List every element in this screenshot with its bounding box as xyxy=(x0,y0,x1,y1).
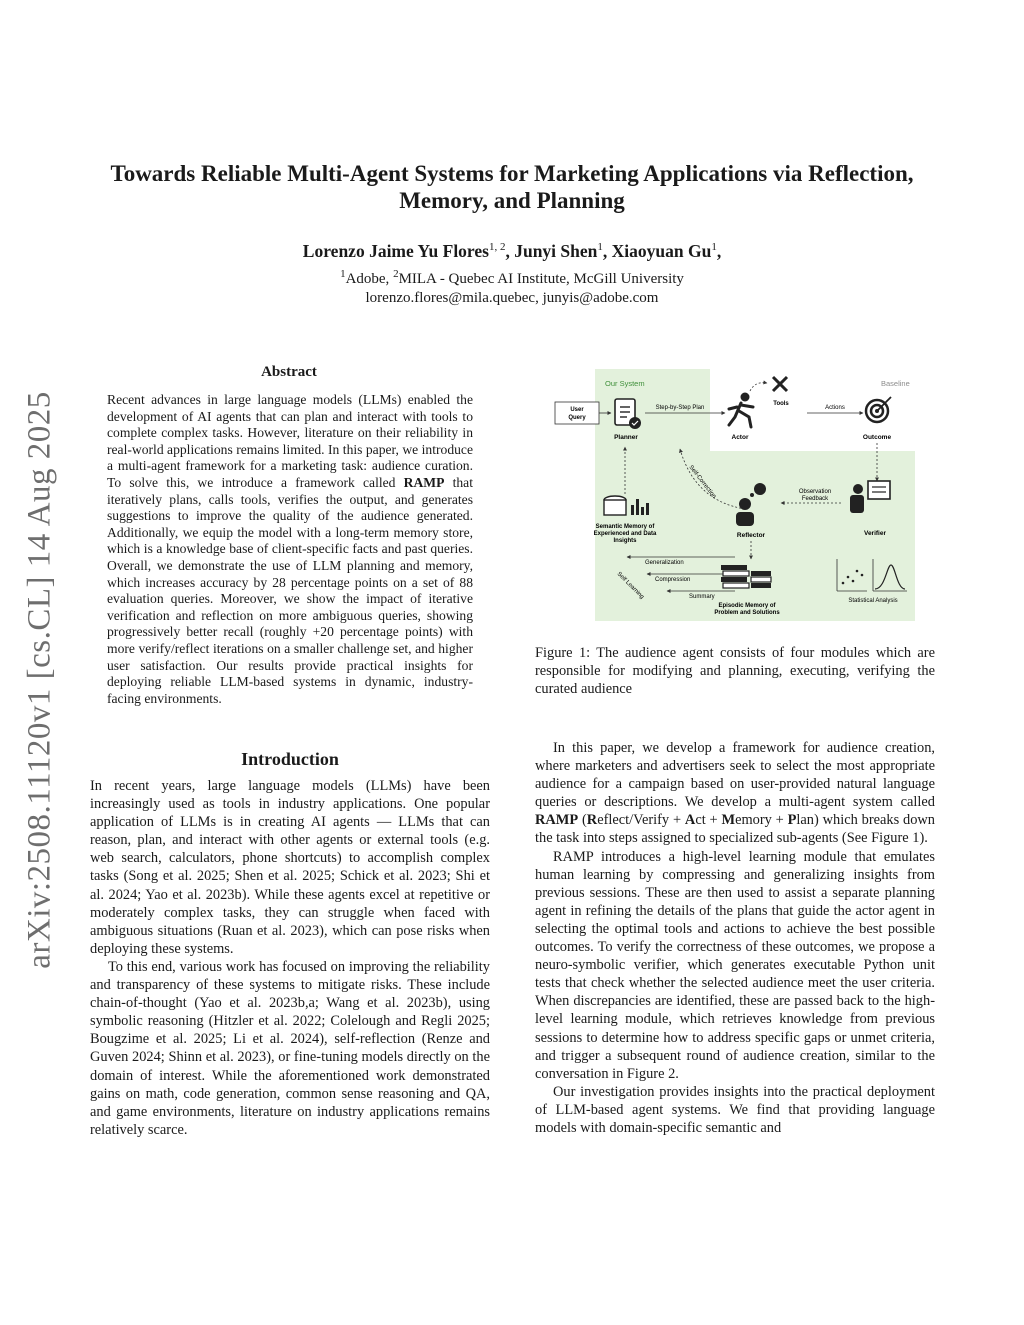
right-p1-text-b: ( xyxy=(578,812,587,829)
tools-arrow xyxy=(750,383,767,391)
abstract-heading: Abstract xyxy=(261,364,317,380)
user-query-line-2: Query xyxy=(568,415,586,421)
author-2-affil: 1 xyxy=(597,241,603,253)
statistical-analysis-label: Statistical Analysis xyxy=(848,598,898,604)
tools-icon xyxy=(773,377,787,391)
feedback-label-2: Feedback xyxy=(801,496,829,502)
title-line-2: Memory, and Planning xyxy=(399,188,625,213)
left-column-body xyxy=(90,777,490,1139)
semantic-memory-line-2: Experienced and Data xyxy=(593,531,657,537)
affiliations xyxy=(80,265,944,308)
abstract-body xyxy=(107,392,473,707)
right-column-body xyxy=(535,739,935,1137)
acronym-p: P xyxy=(787,812,797,829)
tools-label: Tools xyxy=(773,401,789,407)
self-correction-label: Self-Correction xyxy=(687,464,717,500)
author-1-affil: 1, 2 xyxy=(488,241,506,253)
our-system-label: Our System xyxy=(605,379,645,388)
plan-arrow-label: Step-by-Step Plan xyxy=(655,405,705,411)
affil-org-1: Adobe, xyxy=(345,271,394,287)
actions-label: Actions xyxy=(825,405,845,411)
affil-org-2: MILA - Quebec AI Institute, McGill University xyxy=(398,271,684,287)
author-2: Junyi Shen xyxy=(514,240,598,261)
intro-paragraph-1: In recent years, large language models (LLMs) have been increasingly used as tools in industry applications. One popular application of LLMs is in creating AI agents — LLMs that can reason, plan, and interact with other agents or external tools (e.g. web search, calculators, phone shortcuts) to accomplish complex tasks (Song et al. 2025; Shen et al. 2025; Schick et al. 2023; Shi et al. 2024; Yao et al. 2023b). While these agents excel at repetitive or moderately complex tasks, they can struggle when faced with ambiguous situations (Ruan et al. 2023), which can pose risks when deploying these systems. xyxy=(90,778,490,957)
actor-label: Actor xyxy=(731,434,749,441)
title-line-1: Towards Reliable Multi-Agent Systems for Marketing Applications via Reflection, xyxy=(110,161,914,186)
arxiv-identifier-text: arXiv:2508.11120v1 [cs.CL] 14 Aug 2025 xyxy=(21,391,58,969)
paper-title xyxy=(80,160,944,214)
episodic-memory-line-2: Problem and Solutions xyxy=(714,610,780,616)
generalization-label: Generalization xyxy=(645,560,684,566)
author-3-affil: 1 xyxy=(711,241,717,253)
abstract-text-2: that iteratively plans, calls tools, verifies the output, and generates suggestions to improve the quality of the audience generated. Additionally, we equip the model with a long-term memory store, which is a knowledge base of client-specific facts and past queries. Overall, we demonstrate the use of LLM planning and memory, which increases accuracy by 28 percentage points on a set of 88 evaluation queries. Moreover, we show the impact of iterative verification and reflection on more ambiguous queries, showing progressively better recall (roughly +20 percentage points) with more verify/reflect iterations on a smaller challenge set, and higher user satisfaction. Our results provide practical insights for deploying reliable LLM-based systems in dynamic, industry-facing environments. xyxy=(107,474,473,706)
acronym-m-rest: emory + xyxy=(735,812,788,829)
baseline-label: Baseline xyxy=(881,379,910,388)
author-emails: lorenzo.flores@mila.quebec, junyis@adobe.com xyxy=(365,290,659,306)
acronym-a: A xyxy=(684,812,696,829)
right-p1-text-a: In this paper, we develop a framework for audience creation, where marketers and advertisers seek to select the most appropriate audience for a campaign based on user-provided natural language queries or descriptions. We develop a multi-agent system called xyxy=(535,740,935,811)
outcome-target-icon xyxy=(866,397,891,422)
verifier-label: Verifier xyxy=(863,530,887,537)
right-p1-ramp: RAMP xyxy=(535,812,579,829)
author-1: Lorenzo Jaime Yu Flores xyxy=(302,240,489,261)
summary-label: Summary xyxy=(689,594,715,600)
figure-1-caption: Figure 1: The audience agent consists of four modules which are responsible for modifying and planning, executing, verifying the curated audience xyxy=(535,645,935,698)
acronym-r-rest: eflect/Verify + xyxy=(597,812,685,829)
abstract-text-1: Recent advances in large language models (LLMs) enabled the development of AI agents that can plan and interact with tools to complete complex tasks. However, literature on their reliability in real-world applications remains limited. In this paper, we introduce a multi-agent framework for a marketing task: audience curation. To solve this, we introduce a framework called xyxy=(107,392,473,490)
right-paragraph-1 xyxy=(535,739,935,848)
acronym-p-rest: lan) which breaks down the task into steps assigned to specialized sub-agents (See Figure 1). xyxy=(535,812,935,847)
outcome-label: Outcome xyxy=(862,434,892,441)
user-query-line-1: User xyxy=(570,407,584,413)
semantic-memory-line-3: Insights xyxy=(613,538,637,544)
right-paragraph-3: Our investigation provides insights into the practical deployment of LLM-based agent systems. We find that providing language models with domain-specific semantic and xyxy=(535,1083,935,1136)
author-list: Lorenzo Jaime Yu Flores$^{1, 2}$, Junyi Shen$^1$, Xiaoyuan Gu$^1$, xyxy=(302,240,722,261)
introduction-heading: Introduction xyxy=(241,749,339,769)
compression-label: Compression xyxy=(655,577,691,583)
acronym-r: R xyxy=(586,812,598,829)
actor-icon xyxy=(729,393,753,428)
reflector-label: Reflector xyxy=(736,532,766,539)
intro-paragraph-2: To this end, various work has focused on improving the reliability and transparency of these systems to mitigate risks. These include chain-of-thought (Yao et al. 2023b,a; Wang et al. 2023b), using symbolic reasoning (Hitzler et al. 2022; Colelough and Regli 2025; Bougzime et al. 2025; Li et al. 2024), self-reflection (Renze and Guven 2024; Shinn et al. 2023), or fine-tuning models directly on the domain of interest. While the aforementioned work demonstrated gains on math, code generation, common sense reasoning and QA, and game environments, literature on industry applications remains relatively scarce. xyxy=(90,958,490,1138)
semantic-memory-line-1: Semantic Memory of xyxy=(595,524,655,530)
figure-1-diagram xyxy=(568,369,925,621)
acronym-a-rest: ct + xyxy=(695,812,722,829)
feedback-label-1: Observation xyxy=(798,489,832,495)
episodic-memory-line-1: Episodic Memory of xyxy=(718,603,776,609)
abstract-ramp: RAMP xyxy=(403,474,445,490)
affil-sup-1: 1 xyxy=(340,268,346,280)
right-paragraph-2: RAMP introduces a high-level learning module that emulates human learning by compressing and generalizing insights from previous sessions. These are then used to assist a separate planning agent in refining the details of the plans that guide the actor agent in selecting the optimal tools and actions to achieve the best possible outcomes. To verify the correctness of these outcomes, we propose a neuro-symbolic verifier, which generates executable Python unit tests that check whether the selected audience meet the user criteria. When discrepancies are identified, these are passed back to the high-level learning module, which retrieves knowledge from previous sessions to determine how to address specific gaps or unmet criteria, and trigger a subsequent round of audience creation, similar to the conversation in Figure 2. xyxy=(535,848,935,1082)
affil-sup-2: 2 xyxy=(393,268,399,280)
acronym-m: M xyxy=(721,812,736,829)
self-learning-label: Self Learning xyxy=(615,571,645,601)
author-3: Xiaoyuan Gu xyxy=(611,240,712,261)
planner-label: Planner xyxy=(614,434,638,441)
arxiv-identifier xyxy=(10,370,70,990)
